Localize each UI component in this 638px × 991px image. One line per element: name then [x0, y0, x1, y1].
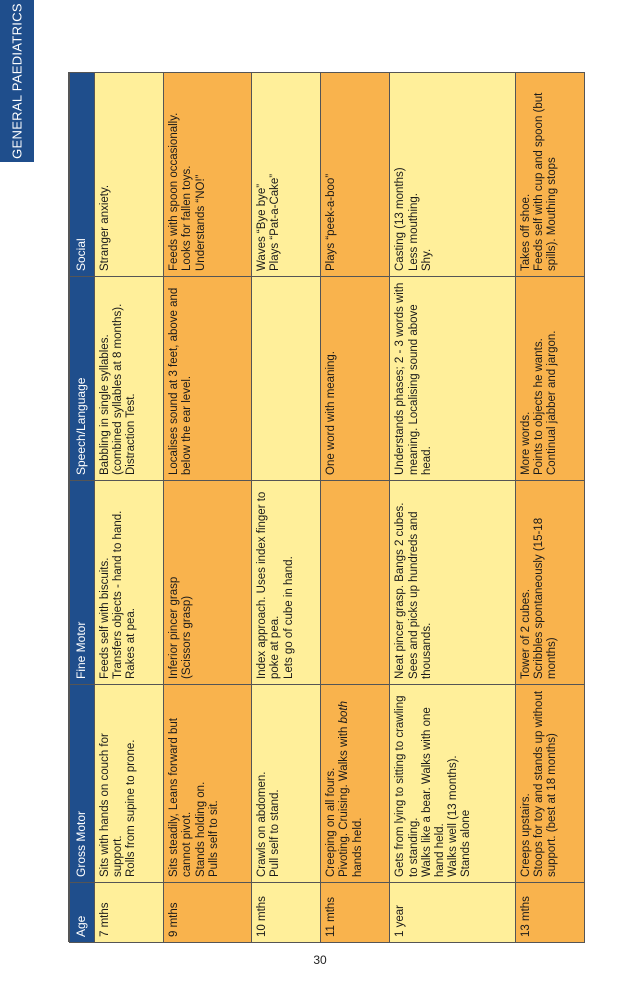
age-cell: 11 mths [321, 883, 390, 943]
header-speech-language: Speech/Language [70, 277, 95, 481]
milestones-table [69, 72, 585, 943]
age-cell: 13 mths [515, 883, 584, 943]
fine-motor-cell: Neat pincer grasp. Bangs 2 cubes. Sees and picks up hundreds and thousands. [390, 481, 515, 685]
social-cell: Casting (13 months) Less mouthing. Shy. [390, 73, 515, 277]
table-row [515, 73, 584, 943]
fine-motor-cell: Feeds self with biscuits. Transfers objects - hand to hand. Rakes at pea. [95, 481, 164, 685]
header-social: Social [70, 73, 95, 277]
gross-motor-cell [321, 685, 390, 883]
fine-motor-cell: Tower of 2 cubes. Scribbles spontaneously (15-18 months) [515, 481, 584, 685]
gross-motor-cell: Sits steadily, Leans forward but cannot pivot. Stands holding on. Pulls self to sit. [164, 685, 252, 883]
header-gross-motor: Gross Motor [70, 685, 95, 883]
age-cell: 7 mths [95, 883, 164, 943]
table-row [390, 73, 515, 943]
speech-cell: One word with meaning. [321, 277, 390, 481]
social-cell: Takes off shoe. Feeds self with cup and spoon (but spills). Mouthing stops [515, 73, 584, 277]
fine-motor-cell: Index approach. Uses index finger to poke at pea. Lets go of cube in hand. [252, 481, 321, 685]
table-row [321, 73, 390, 943]
speech-cell: More words. Points to objects he wants. Continual jabber and jargon. [515, 277, 584, 481]
speech-cell: Understands phases; 2 - 3 words with meaning. Localising sound above head. [390, 277, 515, 481]
speech-cell: Localises sound at 3 feet, above and below the ear level. [164, 277, 252, 481]
section-tab [0, 0, 34, 162]
gross-motor-emphasis: both [338, 701, 351, 724]
age-cell: 9 mths [164, 883, 252, 943]
age-cell: 10 mths [252, 883, 321, 943]
header-age: Age [70, 883, 95, 943]
table-row [164, 73, 252, 943]
table-row [95, 73, 164, 943]
header-fine-motor: Fine Motor [70, 481, 95, 685]
section-tab-label: GENERAL PAEDIATRICS [9, 3, 25, 159]
gross-motor-cell: Creeps upstairs. Stoops for toy and stands up without support. (best at 18 months) [515, 685, 584, 883]
gross-motor-cell: Gets from lying to sitting to crawling to standing. Walks like a bear. Walks with one hand held. Walks well (13 months). Stands alone [390, 685, 515, 883]
social-cell: Waves “Bye bye” Plays “Pat-a-Cake” [252, 73, 321, 277]
table-row [252, 73, 321, 943]
age-cell: 1 year [390, 883, 515, 943]
fine-motor-cell [321, 481, 390, 685]
milestones-table-rotated [69, 73, 585, 943]
social-cell: Stranger anxiety. [95, 73, 164, 277]
fine-motor-cell: Inferior pincer grasp (Scissors grasp) [164, 481, 252, 685]
speech-cell: Babbling in single syllables. (combined syllables at 8 months). Distraction Test. [95, 277, 164, 481]
social-cell: Plays “peek-a-boo” [321, 73, 390, 277]
gross-motor-text-end: hands held. [351, 817, 364, 877]
social-cell: Feeds with spoon occasionally. Looks for fallen toys. Understands “NO!” [164, 73, 252, 277]
milestones-table-frame [68, 72, 584, 942]
gross-motor-cell: Crawls on abdomen. Pull self to stand. [252, 685, 321, 883]
gross-motor-cell: Sits with hands on couch for support. Rolls from supine to prone. [95, 685, 164, 883]
gross-motor-text: Creeping on all fours. Pivoting. Cruising. Walks with [325, 726, 351, 877]
speech-cell [252, 277, 321, 481]
page-number: 30 [313, 953, 327, 967]
header-row [70, 73, 95, 943]
